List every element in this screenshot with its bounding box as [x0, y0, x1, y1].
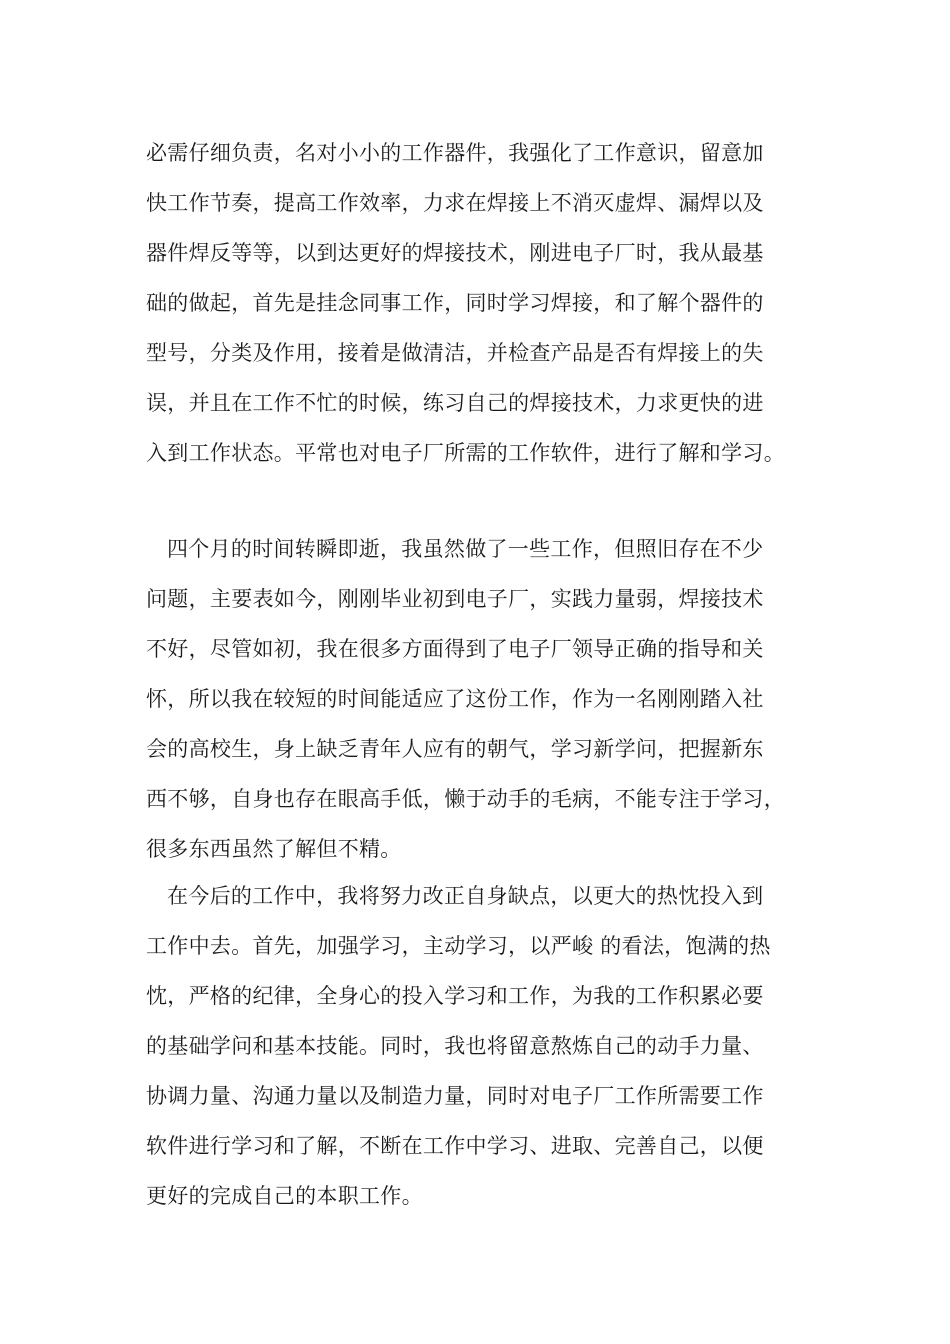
paragraph-3: [146, 871, 836, 1221]
text-line: 问题，主要表如今，刚刚毕业初到电子厂，实践力量弱，焊接技术: [146, 587, 764, 611]
text-line: 在今后的工作中，我将努力改正自身缺点，以更大的热忱投入到: [167, 884, 764, 908]
text-line: 器件焊反等等，以到达更好的焊接技术，刚进电子厂时，我从最基: [146, 241, 764, 265]
text-line: 入到工作状态。平常也对电子厂所需的工作软件，进行了解和学习。: [146, 441, 785, 465]
text-line: 础的做起，首先是挂念同事工作，同时学习焊接，和了解个器件的: [146, 291, 764, 315]
text-line: 误，并且在工作不忙的时候，练习自己的焊接技术，力求更快的进: [146, 391, 764, 415]
text-line: 会的高校生，身上缺乏青年人应有的朝气，学习新学问，把握新东: [146, 737, 764, 761]
text-line: 忱，严格的纪律，全身心的投入学习和工作，为我的工作积累必要: [146, 984, 764, 1008]
text-line: 的基础学问和基本技能。同时，我也将留意熬炼自己的动手力量、: [146, 1034, 764, 1058]
text-line: 四个月的时间转瞬即逝，我虽然做了一些工作，但照旧存在不少: [167, 537, 764, 561]
paragraph-1: [146, 128, 836, 478]
text-line: 怀，所以我在较短的时间能适应了这份工作，作为一名刚刚踏入社: [146, 687, 764, 711]
text-line: 协调力量、沟通力量以及制造力量，同时对电子厂工作所需要工作: [146, 1084, 764, 1108]
text-line: 型号，分类及作用，接着是做清洁，并检查产品是否有焊接上的失: [146, 341, 764, 365]
text-line: 更好的完成自己的本职工作。: [146, 1184, 423, 1208]
paragraph-2: [146, 524, 836, 874]
text-line: 必需仔细负责，名对小小的工作器件，我强化了工作意识，留意加: [146, 141, 764, 165]
text-line: 很多东西虽然了解但不精。: [146, 837, 402, 861]
text-line: 工作中去。首先，加强学习，主动学习，以严峻 的看法，饱满的热: [146, 934, 771, 958]
text-line: 不好，尽管如初，我在很多方面得到了电子厂领导正确的指导和关: [146, 637, 764, 661]
text-line: 西不够，自身也存在眼高手低，懒于动手的毛病，不能专注于学习，: [146, 787, 785, 811]
text-line: 快工作节奏，提高工作效率，力求在焊接上不消灭虚焊、漏焊以及: [146, 191, 764, 215]
text-line: 软件进行学习和了解，不断在工作中学习、进取、完善自己，以便: [146, 1134, 764, 1158]
